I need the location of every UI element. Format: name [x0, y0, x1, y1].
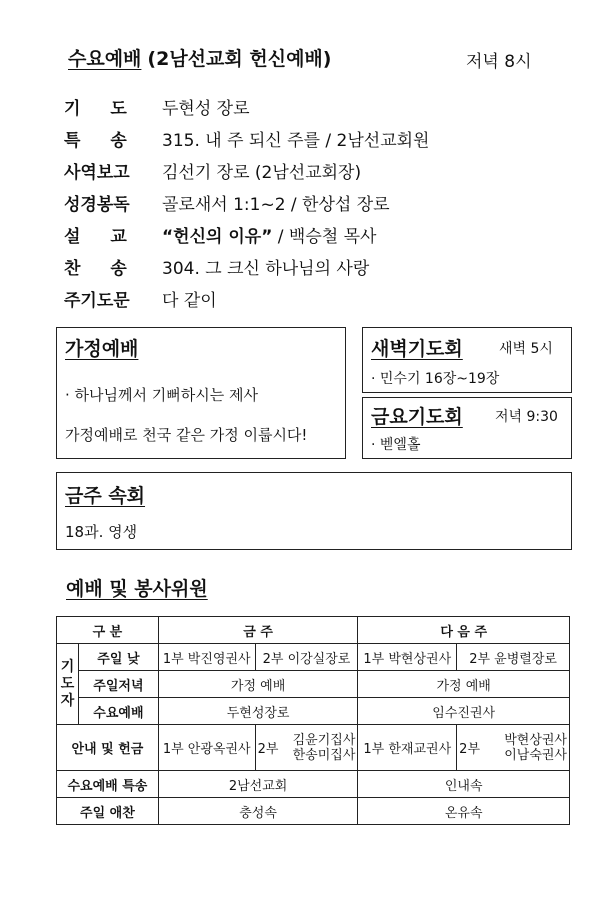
row-label: 주일저녁	[78, 671, 158, 698]
cell-names	[293, 733, 356, 763]
cell: 가정 예배	[358, 671, 570, 698]
order-value: 304. 그 크신 하나님의 사랑	[162, 258, 370, 279]
cell: 2남선교회	[158, 771, 358, 798]
evening-time: 저녁 8시	[466, 52, 532, 72]
cell: 1부 박진영권사	[158, 644, 255, 671]
order-label: 특송	[64, 130, 157, 151]
order-row	[64, 154, 429, 186]
table-row	[57, 798, 570, 825]
cell-name: 한송미집사	[292, 747, 356, 763]
order-label: 설교	[64, 226, 157, 247]
sermon-title: “헌신의 이유”	[162, 226, 273, 247]
row-label: 주일 애찬	[57, 798, 159, 825]
friday-prayer-box	[362, 397, 572, 459]
order-value	[162, 222, 376, 247]
table-row	[57, 698, 570, 725]
cell-names	[504, 733, 567, 763]
cell	[255, 725, 358, 771]
row-label: 수요예배	[78, 698, 158, 725]
header-next-week: 다 음 주	[358, 617, 570, 644]
order-label: 기도	[64, 98, 157, 119]
home-worship-title: 가정예배	[65, 338, 139, 360]
order-row	[64, 186, 429, 218]
cell: 1부 한재교권사	[358, 725, 457, 771]
prayer-side-text: 기 도 자	[60, 658, 75, 709]
cell-meeting-title: 금주 속회	[65, 485, 146, 507]
dawn-prayer-title: 새벽기도회	[371, 338, 463, 360]
home-worship-line1: · 하나님께서 기뻐하시는 제사	[65, 386, 258, 404]
cell: 인내속	[358, 771, 570, 798]
dawn-prayer-line1: · 민수기 16장~19장	[371, 371, 500, 387]
row-label: 수요예배 특송	[57, 771, 159, 798]
order-row	[64, 250, 429, 282]
staff-title: 예배 및 봉사위원	[66, 578, 208, 600]
home-worship-box	[56, 327, 346, 459]
table-row	[57, 671, 570, 698]
cell: 온유속	[358, 798, 570, 825]
evening-subtitle: (2남선교회 헌신예배)	[147, 48, 332, 70]
cell: 가정 예배	[158, 671, 358, 698]
cell: 2부 이강실장로	[255, 644, 358, 671]
cell-name: 김윤기집사	[292, 732, 356, 748]
cell-prefix: 2부	[459, 742, 481, 757]
cell: 2부 윤병렬장로	[457, 644, 570, 671]
order-row	[64, 282, 429, 314]
table-row	[57, 725, 570, 771]
order-label: 주기도문	[64, 290, 130, 311]
table-row	[57, 644, 570, 671]
cell: 1부 박현상권사	[358, 644, 457, 671]
friday-prayer-title: 금요기도회	[371, 406, 463, 428]
table-row	[57, 771, 570, 798]
cell	[457, 725, 570, 771]
order-row	[64, 122, 429, 154]
cell-name: 박현상권사	[504, 732, 567, 748]
header-this-week: 금 주	[158, 617, 358, 644]
row-label: 주일 낮	[78, 644, 158, 671]
order-of-service	[64, 90, 429, 314]
order-label: 성경봉독	[64, 194, 130, 215]
dawn-prayer-time: 새벽 5시	[499, 341, 553, 357]
order-value: 골로새서 1:1~2 / 한상섭 장로	[162, 194, 390, 215]
staff-table	[56, 616, 570, 825]
order-value: 다 같이	[162, 290, 217, 311]
prayer-side-label	[57, 644, 79, 725]
order-label: 사역보고	[64, 162, 130, 183]
order-value: 315. 내 주 되신 주를 / 2남선교회원	[162, 130, 430, 151]
order-value: 김선기 장로 (2남선교회장)	[162, 162, 362, 183]
cell-split	[258, 733, 356, 763]
evening-service-title	[68, 44, 331, 71]
home-worship-line2: 가정예배로 천국 같은 가정 이룹시다!	[65, 426, 308, 444]
cell: 두현성장로	[158, 698, 358, 725]
order-label: 찬송	[64, 258, 157, 279]
header-category: 구 분	[57, 617, 159, 644]
cell-meeting-box	[56, 472, 572, 550]
cell-split	[459, 733, 567, 763]
friday-prayer-time: 저녁 9:30	[495, 409, 558, 425]
cell: 충성속	[158, 798, 358, 825]
cell-name: 이남숙권사	[504, 747, 567, 763]
order-row	[64, 218, 429, 250]
cell-meeting-line1: 18과. 영생	[65, 523, 138, 541]
sermon-preacher: / 백승철 목사	[272, 226, 377, 247]
order-value: 두현성 장로	[162, 98, 250, 119]
evening-title-text: 수요예배	[68, 48, 142, 70]
cell: 1부 안광옥권사	[158, 725, 255, 771]
dawn-prayer-box	[362, 327, 572, 393]
cell: 임수진권사	[358, 698, 570, 725]
order-row	[64, 90, 429, 122]
cell-prefix: 2부	[257, 742, 279, 757]
friday-prayer-line1: · 벧엘홀	[371, 437, 421, 453]
row-label: 안내 및 헌금	[57, 725, 159, 771]
table-header-row	[57, 617, 570, 644]
